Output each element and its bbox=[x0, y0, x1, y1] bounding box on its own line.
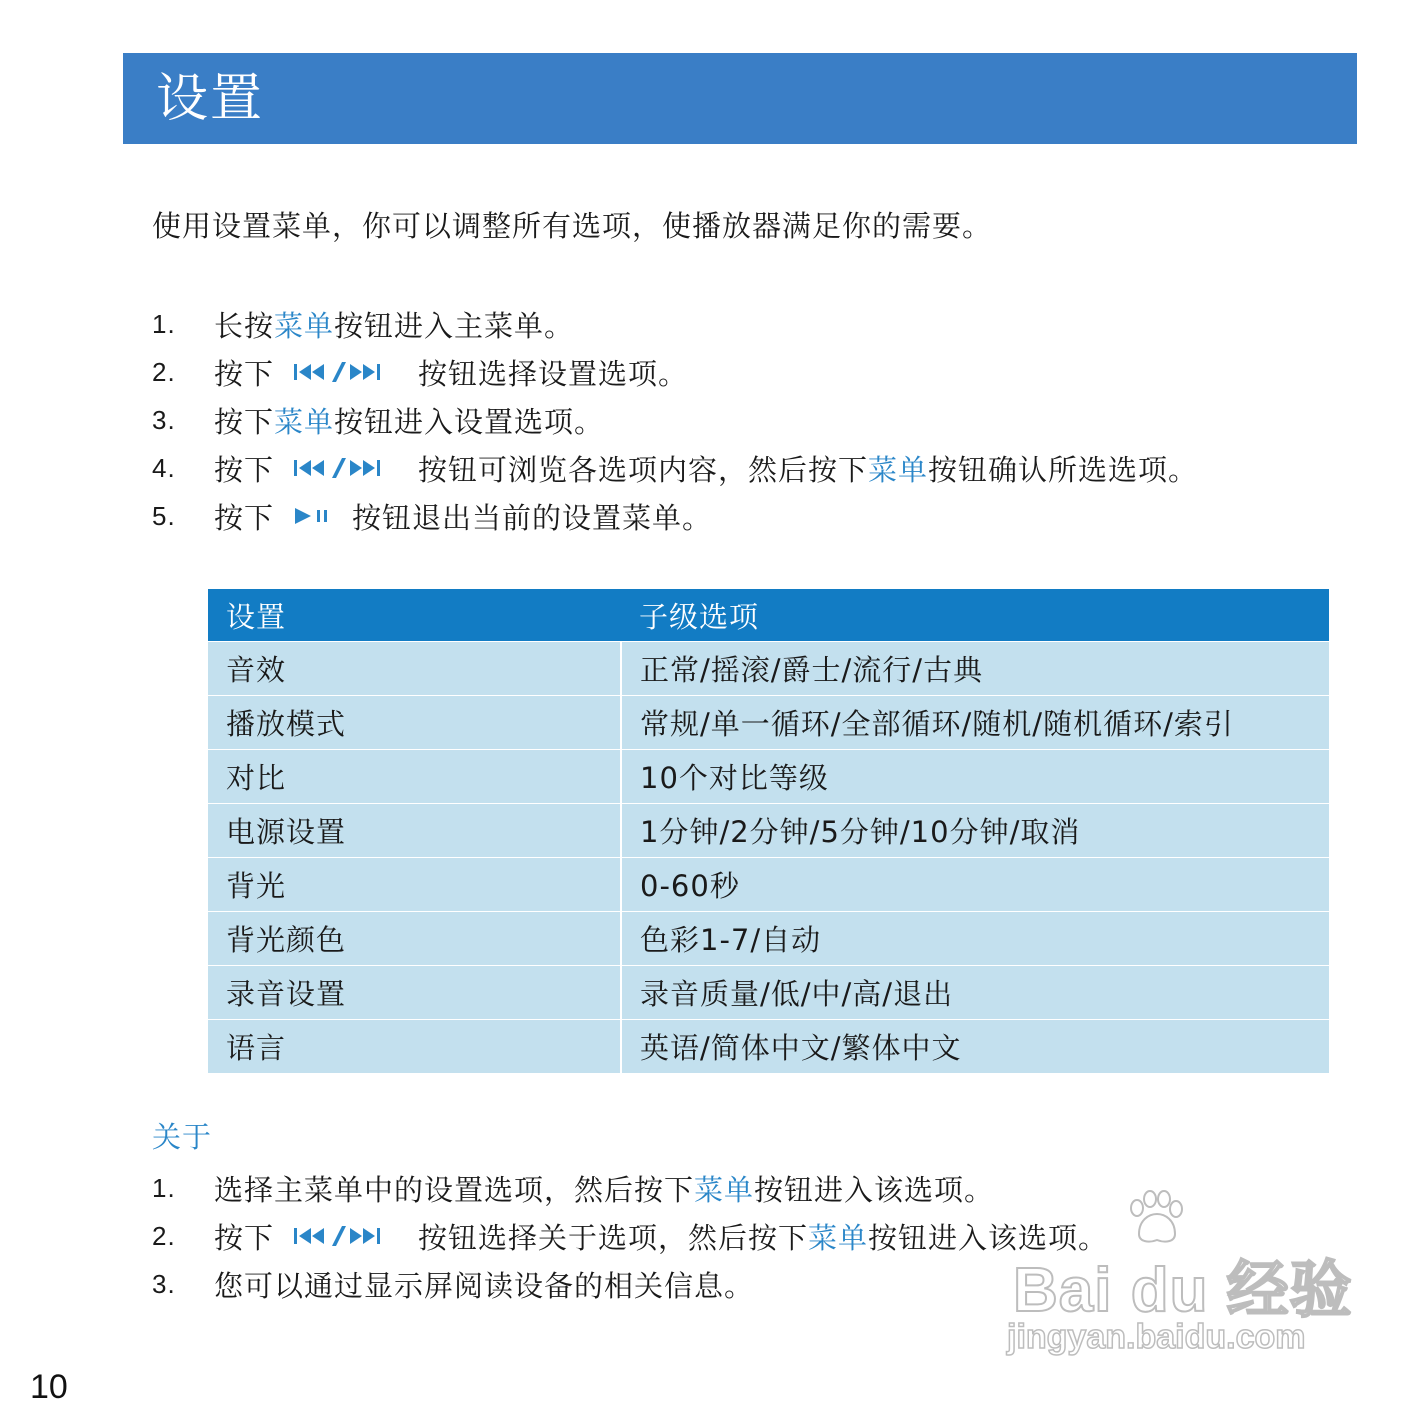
setting-name: 电源设置 bbox=[208, 804, 621, 858]
setting-options: 正常/摇滚/爵士/流行/古典 bbox=[621, 642, 1329, 696]
step-text: 按钮进入该选项。 bbox=[754, 1172, 995, 1207]
about-steps bbox=[152, 1164, 1108, 1308]
intro-text: 使用设置菜单，你可以调整所有选项，使播放器满足你的需要。 bbox=[152, 209, 993, 243]
watermark-logo: Bai du 经验 bbox=[1013, 1256, 1353, 1325]
setting-name: 对比 bbox=[208, 750, 621, 804]
step-text: 按钮可浏览各选项内容，然后按下 bbox=[418, 452, 869, 487]
table-row bbox=[208, 642, 1329, 696]
watermark-url: jingyan.baidu.com bbox=[1007, 1318, 1306, 1356]
menu-button-label: 菜单 bbox=[808, 1220, 869, 1255]
setting-options: 英语/简体中文/繁体中文 bbox=[621, 1020, 1329, 1074]
setting-name: 录音设置 bbox=[208, 966, 621, 1020]
step-text: 选择主菜单中的设置选项，然后按下 bbox=[214, 1172, 695, 1207]
title-bar bbox=[123, 53, 1357, 144]
step-text: 按下 bbox=[214, 500, 275, 535]
step-item bbox=[152, 348, 1198, 396]
step-text: 您可以通过显示屏阅读设备的相关信息。 bbox=[214, 1268, 755, 1303]
about-heading: 关于 bbox=[152, 1120, 213, 1154]
step-number: 1. bbox=[152, 308, 176, 339]
step-text: 按下 bbox=[214, 1220, 275, 1255]
step-item bbox=[152, 1164, 1108, 1212]
table-row bbox=[208, 1020, 1329, 1074]
settings-steps bbox=[152, 300, 1198, 540]
setting-name: 背光 bbox=[208, 858, 621, 912]
table-row bbox=[208, 804, 1329, 858]
setting-name: 播放模式 bbox=[208, 696, 621, 750]
settings-table bbox=[208, 589, 1329, 1073]
table-row bbox=[208, 696, 1329, 750]
step-text: 按下 bbox=[214, 452, 275, 487]
setting-name: 背光颜色 bbox=[208, 912, 621, 966]
column-header-suboptions: 子级选项 bbox=[621, 589, 1329, 642]
table-header-row bbox=[208, 589, 1329, 642]
step-item bbox=[152, 1212, 1108, 1260]
step-text: 按钮选择设置选项。 bbox=[418, 356, 689, 391]
setting-options: 1分钟/2分钟/5分钟/10分钟/取消 bbox=[621, 804, 1329, 858]
menu-button-label: 菜单 bbox=[694, 1172, 755, 1207]
play-pause-icon bbox=[294, 505, 332, 527]
page-title: 设置 bbox=[156, 69, 265, 129]
page-number: 10 bbox=[30, 1368, 68, 1406]
table-row bbox=[208, 858, 1329, 912]
setting-name: 音效 bbox=[208, 642, 621, 696]
step-number: 5. bbox=[152, 500, 176, 531]
step-item bbox=[152, 396, 1198, 444]
table-row bbox=[208, 912, 1329, 966]
step-number: 2. bbox=[152, 1220, 176, 1251]
step-item bbox=[152, 300, 1198, 348]
step-item bbox=[152, 444, 1198, 492]
table-row bbox=[208, 750, 1329, 804]
setting-options: 色彩1-7/自动 bbox=[621, 912, 1329, 966]
step-item bbox=[152, 1260, 1108, 1308]
step-number: 1. bbox=[152, 1172, 176, 1203]
step-text: 按下 bbox=[214, 356, 275, 391]
step-text: 按钮退出当前的设置菜单。 bbox=[352, 500, 713, 535]
setting-options: 常规/单一循环/全部循环/随机/随机循环/索引 bbox=[621, 696, 1329, 750]
step-text: 按钮进入设置选项。 bbox=[334, 404, 605, 439]
step-text: 按钮选择关于选项，然后按下 bbox=[418, 1220, 809, 1255]
step-text: 长按 bbox=[214, 308, 275, 343]
baidu-watermark bbox=[1005, 1190, 1353, 1360]
prev-next-icon bbox=[294, 457, 398, 479]
setting-options: 10个对比等级 bbox=[621, 750, 1329, 804]
setting-options: 录音质量/低/中/高/退出 bbox=[621, 966, 1329, 1020]
step-text: 按钮确认所选选项。 bbox=[928, 452, 1199, 487]
prev-next-icon bbox=[294, 1225, 398, 1247]
step-number: 2. bbox=[152, 356, 176, 387]
prev-next-icon bbox=[294, 361, 398, 383]
step-number: 4. bbox=[152, 452, 176, 483]
paw-icon bbox=[1125, 1190, 1185, 1246]
setting-name: 语言 bbox=[208, 1020, 621, 1074]
menu-button-label: 菜单 bbox=[274, 308, 335, 343]
step-text: 按下 bbox=[214, 404, 275, 439]
menu-button-label: 菜单 bbox=[274, 404, 335, 439]
menu-button-label: 菜单 bbox=[868, 452, 929, 487]
step-number: 3. bbox=[152, 1268, 176, 1299]
step-text: 按钮进入该选项。 bbox=[868, 1220, 1109, 1255]
step-item bbox=[152, 492, 1198, 540]
setting-options: 0-60秒 bbox=[621, 858, 1329, 912]
step-number: 3. bbox=[152, 404, 176, 435]
table-row bbox=[208, 966, 1329, 1020]
column-header-setting: 设置 bbox=[208, 589, 621, 642]
step-text: 按钮进入主菜单。 bbox=[334, 308, 575, 343]
